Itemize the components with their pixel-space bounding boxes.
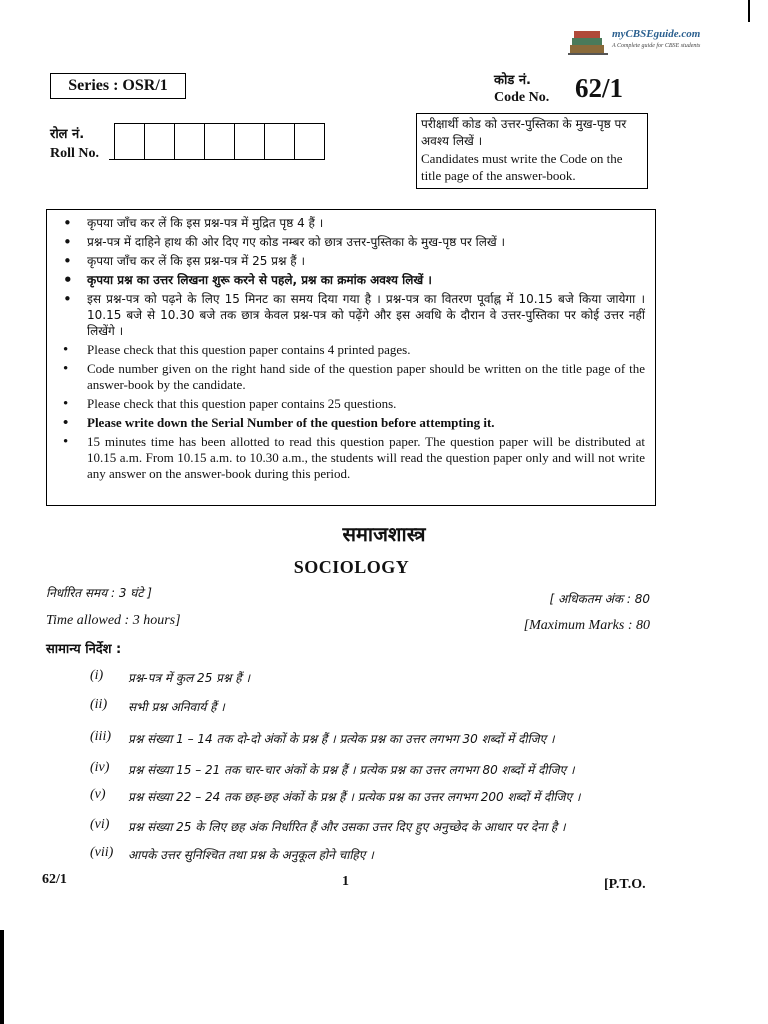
roll-label-hindi: रोल नं. [50,127,85,142]
instruction-item: • कृपया प्रश्न का उत्तर लिखना शुरू करने से पहले, प्रश्न का क्रमांक अवश्य लिखें । [61,272,645,288]
instruction-item: • Please write down the Serial Number of the question before attempting it. [61,415,645,431]
general-item-number: (vi) [90,817,110,832]
series-box: Series : OSR/1 [50,73,186,99]
roll-label-english: Roll No. [50,146,99,161]
instructions-box [46,209,656,506]
general-item-text: प्रश्न संख्या 1 – 14 तक दो-दो अंकों के प्रश्न हैं । प्रत्येक प्रश्न का उत्तर लगभग 30 शब्दों में दीजिए । [128,732,555,746]
logo-tagline: A Complete guide for CBSE students [612,43,701,49]
corner-line [748,0,750,22]
code-notice-english: Candidates must write the Code on the title page of the answer-book. [421,151,623,183]
code-notice-hindi: परीक्षार्थी कोड को उत्तर-पुस्तिका के मुख-पृष्ठ पर अवश्य लिखें । [421,117,627,148]
instruction-item: • कृपया जाँच कर लें कि इस प्रश्न-पत्र में मुद्रित पृष्ठ 4 हैं । [61,215,645,231]
roll-digit-box[interactable] [144,123,175,159]
subject-title-english: SOCIOLOGY [293,557,410,577]
general-item-text: सभी प्रश्न अनिवार्य हैं । [128,700,225,714]
roll-number-boxes[interactable] [115,123,325,160]
instruction-item: • इस प्रश्न-पत्र को पढ़ने के लिए 15 मिनट का समय दिया गया है । प्रश्न-पत्र का वितरण पूर्वाह्न में 10.15 बजे किया जायेगा । 10.15 बजे से 10.30 बजे तक छात्र केवल प्रश्न-पत्र को पढ़ेंगे और इस अवधि के दौरान वे उत्तर-पुस्तिका पर कोई उत्तर नहीं लिखेंगे । [61,291,645,339]
time-allowed-hindi: निर्धारित समय : 3 घंटे ] [46,586,152,600]
instruction-item: • Please check that this question paper contains 25 questions. [61,396,645,412]
footer-code: 62/1 [42,872,67,887]
general-item-number: (i) [90,668,104,683]
roll-digit-box[interactable] [114,123,145,159]
general-item-number: (ii) [90,697,108,712]
code-number: 62/1 [575,73,624,103]
general-item-text: प्रश्न-पत्र में कुल 25 प्रश्न हैं । [128,671,250,685]
code-label-english: Code No. [494,90,550,105]
code-notice-box [416,113,648,189]
site-logo [568,27,714,57]
roll-digit-box[interactable] [264,123,295,159]
subject-title-hindi: समाजशास्त्र [342,522,426,546]
instruction-item: • 15 minutes time has been allotted to read this question paper. The question paper will be distributed at 10.15 a.m. From 10.15 a.m. to 10.30 a.m., the students will read the question paper only and will not write any answer on the answer-book during this period. [61,434,645,482]
logo-brand-text: myCBSEguide.com [612,28,701,40]
instruction-item: • Code number given on the right hand side of the question paper should be written on the title page of the answer-book by the candidate. [61,361,645,393]
general-item-number: (iii) [90,729,111,744]
instruction-item: • कृपया जाँच कर लें कि इस प्रश्न-पत्र में 25 प्रश्न हैं । [61,253,645,269]
max-marks-english: [Maximum Marks : 80 [523,618,650,633]
please-turn-over: [P.T.O. [604,877,646,892]
roll-digit-box[interactable] [204,123,235,159]
general-item-text: प्रश्न संख्या 22 – 24 तक छह-छह अंकों के प्रश्न हैं । प्रत्येक प्रश्न का उत्तर लगभग 200 शब्दों में दीजिए । [128,790,581,804]
code-label-hindi: कोड नं. [494,73,531,88]
general-item-text: प्रश्न संख्या 25 के लिए छह अंक निर्धारित हैं और उसका उत्तर दिए हुए अनुच्छेद के आधार पर देना है । [128,820,566,834]
general-item-text: आपके उत्तर सुनिश्चित तथा प्रश्न के अनुकूल होने चाहिए । [128,848,374,862]
roll-digit-box[interactable] [234,123,265,159]
scan-edge-mark [0,930,4,1024]
books-logo-icon [568,27,608,55]
time-allowed-english: Time allowed : 3 hours] [46,613,181,628]
general-item-number: (v) [90,787,106,802]
general-item-number: (vii) [90,845,114,860]
roll-digit-box[interactable] [174,123,205,159]
general-instructions-heading: सामान्य निर्देश : [46,642,122,657]
instruction-item: • प्रश्न-पत्र में दाहिने हाथ की ओर दिए गए कोड नम्बर को छात्र उत्तर-पुस्तिका के मुख-पृष्ठ पर लिखें । [61,234,645,250]
general-item-number: (iv) [90,760,110,775]
general-item-text: प्रश्न संख्या 15 – 21 तक चार-चार अंकों के प्रश्न हैं । प्रत्येक प्रश्न का उत्तर लगभग 80 शब्दों में दीजिए । [128,763,575,777]
roll-digit-box[interactable] [294,123,325,159]
max-marks-hindi: [ अधिकतम अंक : 80 [549,592,650,606]
instruction-item: • Please check that this question paper contains 4 printed pages. [61,342,645,358]
page-number: 1 [342,874,349,889]
